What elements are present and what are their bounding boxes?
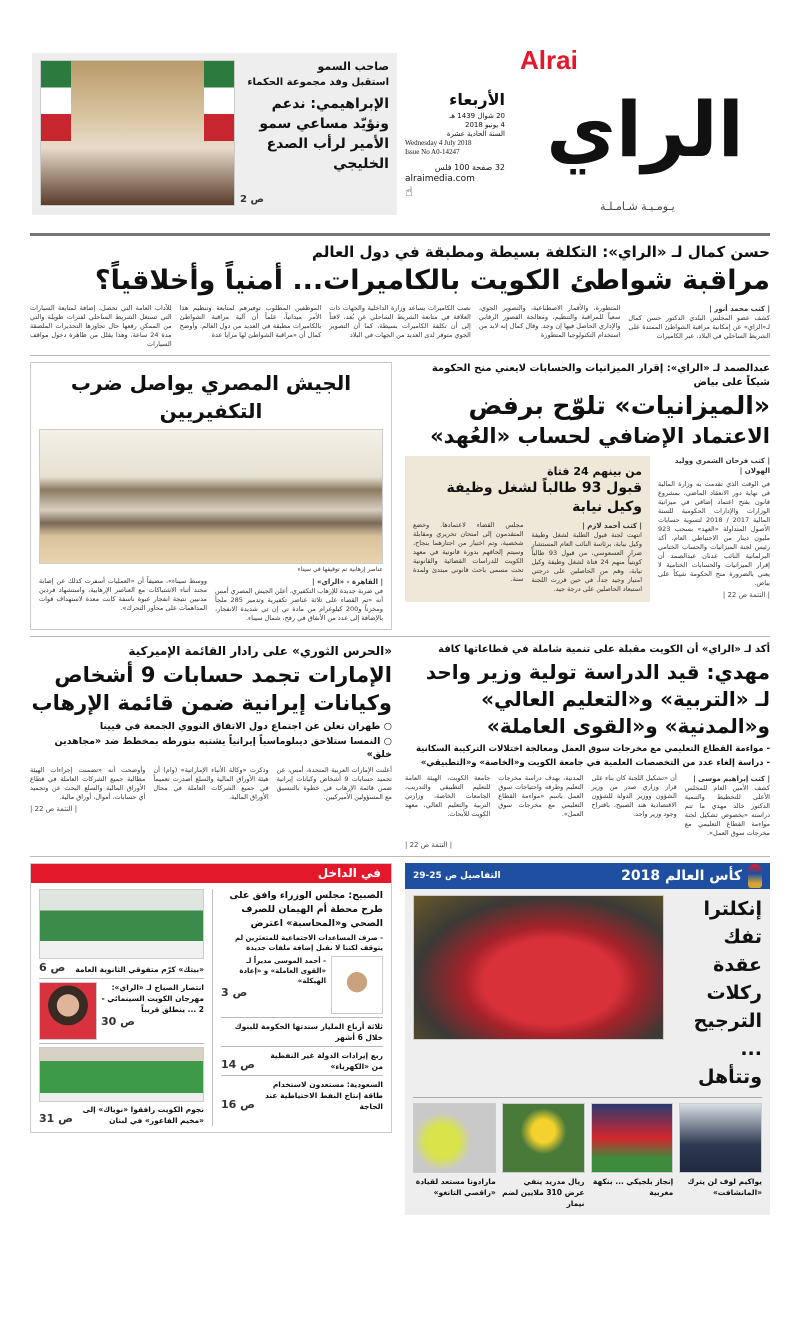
item-title: يواكيم لوف لن يترك «المانشافت» [687, 1177, 762, 1197]
page-ref: ص 30 [101, 1015, 135, 1028]
lead-kicker: حسن كمال لـ «الراي»: التكلفة بسيطة ومطبقة في دول العالم [311, 243, 770, 261]
uae-bullet: ○ طهران تعلن عن اجتماع دول الاتفاق النووي الجمعة في فيينا [99, 721, 392, 732]
worldcup-item[interactable] [591, 1103, 674, 1209]
worldcup-title: كأس العالم 2018 [621, 868, 742, 884]
column-text: ووسط سيناء»، مضيفاً أن «العمليات أسفرت كذلك عن إصابة مجند أثناء الاشتباكات مع العناصر الإرهابية، واستشهاد فردين مدنيين نتيجة انفجار عبوة ناسفة كانت معدة لاستهداف قوات المداهمات على محاور التحرك». [39, 577, 207, 612]
budgets-body [658, 456, 770, 600]
egypt-headline: الجيش المصري يواصل ضرب التكفيريين [70, 371, 352, 423]
divider [30, 636, 770, 637]
page-ref: ص 3 [221, 986, 248, 999]
byline: | كتب فرحان الشمري ووليد الهولان | [674, 457, 770, 475]
noyak-photo [39, 1047, 204, 1102]
edu-body [405, 774, 770, 838]
item-sub-group [221, 956, 326, 1000]
edu-kicker: أكد لـ «الراي» أن الكويت مقبلة على تنمية شاملة في قطاعاتها كافة [438, 644, 770, 655]
top-story-headline: الإبراهيمي: ندعم ونؤيّد مساعي سمو الأمير لرأب الصدع الخليجي [259, 96, 389, 172]
column-text: في ضربة جديدة للإرهاب التكفيري، أعلن الجيش المصري أمس أنه «تم القضاء على ثلاثة عناصر تكفيرية وتدمير 285 ملجأ ومخزناً و200 كيلوغرام من مادة تي إن تي شديدة الانفجار، بالإضافة إلى عدد من الأنفاق في رفح، شمال سيناء. [215, 587, 383, 622]
uae-story[interactable] [30, 643, 392, 814]
worldcup-title-group [621, 864, 762, 888]
byline: | كتب محمد أنور | [709, 305, 770, 313]
divider [221, 1075, 383, 1076]
england-photo [413, 895, 664, 1040]
intisar-photo [39, 982, 97, 1040]
page-ref: ص 16 [221, 1098, 255, 1111]
website-link[interactable]: alraimedia.com [405, 174, 475, 184]
al-mousa-photo [331, 956, 383, 1014]
tagline: يـومـيـة شـامـلـة [600, 200, 675, 213]
inside-left-column [39, 889, 204, 1126]
inside-box [30, 863, 392, 1133]
budgets-headline-1[interactable]: «الميزانيات» تلوّح برفض [468, 391, 770, 420]
item-title: الصبيح: مجلس الوزراء وافق على طرح محطة أم الهيمان للصرف الصحي و«المحاسبة» اعترض [229, 890, 383, 929]
column-text: كشف عضو المجلس البلدي الدكتور حسن كمال لـ«الراي» عن إمكانية مراقبة الشواطئ الممتدة على الشريط الساحلي في البلاد، عبر الكاميرات [628, 314, 770, 340]
greg-date-en: Wednesday 4 July 2018 [405, 139, 472, 147]
trucks-photo [39, 429, 383, 564]
egypt-box[interactable] [30, 362, 392, 630]
inside-item[interactable] [221, 1079, 383, 1112]
lead-story[interactable] [30, 242, 770, 349]
divider [212, 889, 213, 1126]
page-ref: ص 2 [240, 194, 264, 205]
column [685, 774, 770, 838]
budgets-row [405, 456, 770, 602]
flag [41, 61, 71, 141]
judiciary-headline: قبول 93 طالباً لشغل وظيفة وكيل نيابة [446, 480, 642, 515]
judiciary-box[interactable] [405, 456, 650, 602]
worldcup-main[interactable] [405, 889, 770, 1097]
inside-item[interactable]: ثلاثة أرباع المليار سندتها الحكومة للبنوك خلال 6 أشهر [234, 1022, 383, 1042]
column-text: المدنية، بهدف دراسة مخرجات التعليم وطرقه واحتياجات سوق العمل باسم «مواءمة القطاع التعليمي مع مخرجات سوق العمل». [498, 774, 584, 818]
item-sub: - أحمد الموسى مديراً لـ «القوى العاملة» و «إعادة الهيكلة» [239, 957, 326, 985]
top-story-kicker: صاحب السمو [317, 60, 389, 73]
top-story-text [241, 59, 389, 174]
inside-right-column [221, 889, 383, 1126]
logo-latin: Alrai [520, 45, 578, 75]
divider [39, 1043, 204, 1044]
item-title: نجوم الكويت رافقوا «نوياك» إلى «مخيم الفاعور» في لبنان [82, 1105, 204, 1125]
item-caption-row [39, 1104, 204, 1126]
judiciary-kicker: من بينهم 24 فتاة [547, 465, 642, 478]
main-content [30, 238, 770, 1215]
item-text-group [101, 982, 204, 1040]
item-sub: - صرف المساعدات الاجتماعية للمتعثرين لم يتوقف لكننا لا نقبل إضافة ملفات جديدة [234, 934, 383, 952]
column [215, 577, 383, 623]
item-title: «بيتك» كرّم متفوقي الثانوية العامة [75, 965, 204, 974]
uae-headline: الإمارات تجمد حسابات 9 أشخاص وكيانات إيرانية ضمن قائمة الإرهاب [31, 663, 392, 715]
column [628, 304, 770, 349]
column-text: الموظفين المطلوب توفيرهم لمتابعة وتنظيم هذا الأمر ميدانياً، علماً أن آلية مراقبة الشواطئ بالكاميرات مطبقة في العديد من دول العالم. وأوضح كمال أن «مراقبة الشواطئ لها مزايا عدة [179, 304, 322, 339]
bullet-text: طهران تعلن عن اجتماع دول الاتفاق النووي الجمعة في فيينا [99, 721, 381, 732]
continued-ref: | التتمة ص 22 | [722, 591, 770, 599]
baitak-photo [39, 889, 204, 959]
column-text: مجلس القضاء لاعتمادها. وخضع المتقدمون إلى امتحان تحريري ومقابلة شخصية، وتم اختيار من اجتازهما بنجاح، وسيتم إلحاقهم بدورة قانونية في معهد الكويت للدراسات القضائية والقانونية تحت مسمى باحث قانوني مبتدئ ولمدة سنة. [413, 521, 524, 583]
inside-item[interactable] [221, 889, 383, 1014]
masthead [520, 45, 770, 225]
top-story-sub: استقبل وفد مجموعة الحكماء [247, 77, 389, 88]
byline: | القاهرة - «الراي» | [311, 578, 383, 586]
column-text: للآداب العامة التي تحصل، إضافة لمتابعة السيارات التي تستغل الشريط الساحلي لفترات طويلة والتي من الممكن رفعها حال تجاوزها التحذيرات الملصقة مدة 24 ساعة، وهذا يقلل من ظاهرة دخول مواقف السيارات [30, 304, 172, 348]
row-budgets-egypt [30, 362, 770, 630]
photo-caption: عناصر إرهابية تم توقيفها في سيناء [297, 566, 383, 573]
byline: | كتب إبراهيم موسى | [693, 775, 770, 783]
column-text: جامعة الكويت، الهيئة العامة للتعليم التطبيقي والتدريب، الجامعات الخاصة، وزارتي التربية والتعليم العالي، معهد الكويت للأبحاث. [405, 774, 491, 818]
budgets-kicker: عبدالصمد لـ «الراي»: إقرار الميزانيات والحسابات لايعني منح الحكومة شيكاً على بياض [431, 363, 770, 388]
item-title: انتصار الصباح لـ «الراي»: مهرجان الكويت السينمائي - 2 ... ينطلق قريباً [101, 983, 204, 1014]
column-text: وأوضحت أنه «تضمنت إجراءات الهيئة مطالبة جميع الشركات العاملة في قطاع الأوراق المالية والسلع البحث عن وتجميد أي حسابات، أموال، أوراق مالية. [30, 766, 146, 801]
worldcup-item[interactable] [679, 1103, 762, 1209]
loew-photo [679, 1103, 762, 1173]
date-block [405, 90, 505, 200]
continued-ref: | التتمة ص 22 | [30, 805, 78, 813]
inside-item[interactable] [39, 1047, 204, 1126]
worldcup-trophy-icon [748, 864, 762, 888]
column [532, 521, 643, 594]
item-title: ريال مدريد ينفي عرض 310 ملايين لضم نيمار [502, 1177, 585, 1208]
row-worldcup-inside [30, 863, 770, 1215]
worldcup-main-headline[interactable]: إنكلترا تفك عقدة ركلات الترجيح ... وتتأهل [693, 898, 762, 1088]
belgium-photo [591, 1103, 674, 1173]
divider [30, 233, 770, 236]
inside-item[interactable] [39, 982, 204, 1040]
bullet-text: النمسا ستلاحق ديبلوماسياً إيرانياً يشتبه بتورطه بمخطط ضد «مجاهدين خلق» [54, 736, 392, 760]
row-education-uae [30, 643, 770, 850]
column-text: نصب الكاميرات يساعد وزارة الداخلية والجهات ذات العلاقة في متابعة الشريط الساحلي عن بُعد، لافتاً إلى أن تكلفة الكاميرات بسيطة، كما أن التصوير الجوي متوفر لدى العديد من الجهات في البلاد [329, 304, 471, 339]
uae-kicker: «الحرس الثوري» على رادار القائمة الإميركية [128, 644, 392, 658]
divider [221, 1017, 383, 1018]
page-ref: ص 6 [39, 961, 66, 974]
lead-body [30, 304, 770, 349]
flag [204, 61, 234, 141]
item-title: إنجاز بلجيكي ... بنكهة مغربية [592, 1177, 674, 1197]
year: السنة الحادية عشرة [446, 130, 505, 138]
item-caption-row [39, 961, 204, 975]
edu-sub: - دراسة إلغاء عدد من التخصصات العلمية في جامعة الكويت و«الخاصة» و«التطبيقي» [420, 758, 770, 768]
budgets-text: في الوقت الذي تقدمت به وزارة المالية في نهاية دور الانعقاد الماضي، بمشروع قانون بفتح اعتماد إضافي في ميزانية الوزارات والإدارات الحكومية للسنة المالية 2017 / 2018 لتسوية حسابات الأصول المتداولة «العهد» بسحب 923 مليون دينار من الاحتياطي العام، أكد رئيس لجنة الميزانيات والحساب الختامي البرلمانية النائب عدنان عبدالصمد أن إقرار الميزانيات والحسابات الختامية لا يعني بالضرورة منح الحكومة شيكاً على بياض. [658, 480, 771, 587]
worldcup-details[interactable]: التفاصيل ص 25-29 [413, 871, 501, 881]
worldcup-header [405, 863, 770, 889]
column-text: المتطورة، والأقمار الاصطناعية، والتصوير الجوي، سعياً للمراقبة والتنظيم، ومعالجة القصور الرقابي والإداري الحاصل فيها إن وجد. وقال كمال إنه لابد من استخدام التكنولوجيا المتطورة [478, 304, 621, 339]
divider [39, 978, 204, 979]
price: 32 صفحة 100 فلس [434, 163, 505, 172]
inside-item[interactable] [221, 1050, 383, 1072]
issue-no: Issue No A0-14247 [405, 148, 460, 156]
lead-headline[interactable]: مراقبة شواطئ الكويت بالكاميرات... أمنياً وأخلاقياً؟ [94, 265, 770, 296]
hijri-date: 20 شوال 1439 هـ [449, 112, 505, 120]
uae-body [30, 766, 392, 802]
divider [221, 1046, 383, 1047]
neymar-photo [502, 1103, 585, 1173]
column-text: كشف الأمين العام للمجلس الأعلى للتخطيط والتنمية الدكتور خالد مهدي ما تتم دراسته «بخصوص تشكيل لجنة مواءمة القطاع التعليمي مع مخرجات سوق العمل». [684, 784, 770, 837]
worldcup-item[interactable] [413, 1103, 496, 1209]
column-text: وذكرت «وكالة الأنباء الإماراتية» (وام) أن هيئة الأوراق المالية والسلع أصدرت تعميماً في جميع الشركات العاملة في مجال الأوراق المالية. [153, 766, 269, 801]
logo-arabic: الراي [546, 85, 744, 174]
item-title: ربع إيرادات الدولة غير النفطية من «الكهرباء» [270, 1051, 383, 1071]
worldcup-box [405, 863, 770, 1215]
judiciary-body [413, 521, 642, 594]
greg-date-ar: 4 يونيو 2018 [465, 121, 505, 129]
column-text: أعلنت الإمارات العربية المتحدة، أمس، عن تجميد حسابات 9 أشخاص وكيانات إيرانية ضمن قائمة الإرهاب في خطوة بالتنسيق مع المسؤولين الأميركيين. [276, 766, 392, 801]
page-ref: ص 31 [39, 1112, 73, 1125]
inside-header: في الداخل [31, 864, 391, 883]
inside-item-photo-row [221, 956, 383, 1014]
column-text: أن «تشكيل اللجنة كان بناء على قرار وزاري صدر من وزير الشؤون ووزير الدولة للشؤون الاقتصادية هند الصبيح، باقتراح وجود وزير واحد. [591, 774, 677, 818]
budgets-headline-2[interactable]: الاعتماد الإضافي لحساب «العُهد» [430, 424, 770, 448]
divider [30, 355, 770, 356]
page-ref: ص 14 [221, 1058, 255, 1071]
continued-ref: | التتمة ص 22 | [405, 841, 453, 849]
inside-item[interactable] [39, 889, 204, 975]
day: الأربعاء [449, 90, 505, 109]
worldcup-items [405, 1098, 770, 1209]
byline: | كتب أحمد لازم | [582, 522, 642, 530]
uae-bullet: ○ النمسا ستلاحق ديبلوماسياً إيرانياً يشتبه بتورطه بمخطط ضد «مجاهدين خلق» [54, 736, 392, 760]
egypt-body [39, 577, 383, 623]
item-title: مارادونا مستعد لقيادة «راقصي التانغو» [415, 1177, 496, 1197]
budgets-story[interactable] [405, 362, 770, 602]
top-story[interactable] [32, 53, 397, 215]
maradona-photo [413, 1103, 496, 1173]
column-text: انتهت لجنة قبول الطلبة لشغل وظيفة وكيل نيابة، برئاسة النائب العام المستشار ضرار العسعوسي، من قبول 93 طالباً كويتياً منهم 24 فتاة لشغل وظيفة وكيل نيابة، وهم من الحاصلين على درجتي امتياز وجيد جداً، في حين قررت اللجنة استبعاد الحاصلين على درجة جيد. [531, 531, 642, 593]
divider [30, 856, 770, 857]
emir-meeting-photo [40, 60, 235, 206]
edu-sub: - مواءمة القطاع التعليمي مع مخرجات سوق العمل ومعالجة اختلالات التركيبة السكانية [416, 744, 770, 754]
hand-pointer-icon: ☝ [405, 185, 413, 200]
education-story[interactable] [405, 643, 770, 850]
inside-columns [31, 883, 391, 1126]
worldcup-item[interactable] [502, 1103, 585, 1209]
item-title: السعودية: مستعدون لاستخدام طاقة إنتاج النفط الاحتياطية عند الحاجة [264, 1080, 383, 1111]
edu-headline: مهدي: قيد الدراسة تولية وزير واحد لـ «التربية» و«التعليم العالي» و«المدنية» و«القوى العاملة» [425, 660, 770, 738]
